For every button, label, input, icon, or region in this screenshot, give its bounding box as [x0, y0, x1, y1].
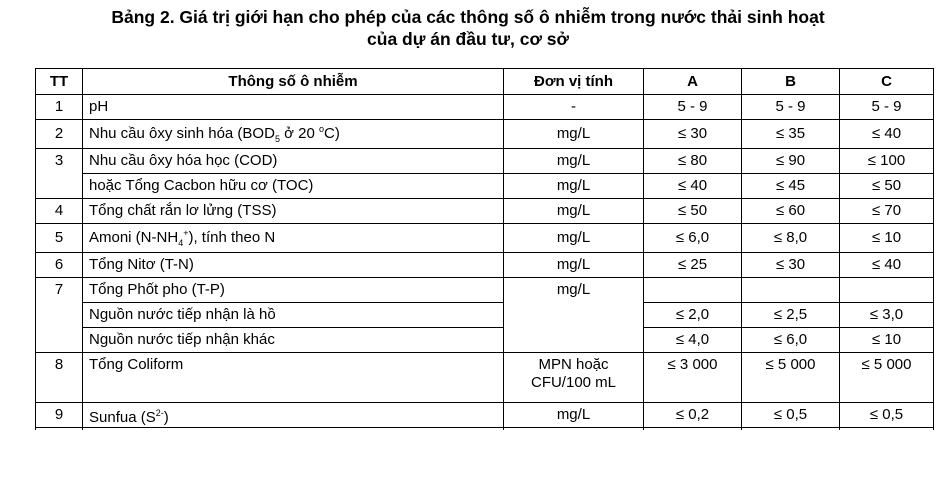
parameter-name: Tổng Coliform — [83, 353, 504, 403]
limit-a: ≤ 0,2 — [644, 403, 742, 428]
empty-cell — [83, 428, 504, 431]
header-b: B — [742, 69, 840, 95]
limit-b: ≤ 8,0 — [742, 224, 840, 253]
unit-cell: mg/L — [504, 199, 644, 224]
table-row — [36, 224, 934, 253]
limit-b: ≤ 35 — [742, 120, 840, 149]
row-number: 2 — [36, 120, 83, 149]
limit-b: ≤ 30 — [742, 253, 840, 278]
limit-b: ≤ 6,0 — [742, 328, 840, 353]
row-number: 3 — [36, 149, 83, 199]
superscript: o — [318, 124, 324, 134]
row-number: 1 — [36, 95, 83, 120]
limit-b: ≤ 45 — [742, 174, 840, 199]
unit-cell: mg/L — [504, 174, 644, 199]
unit-cell: mg/L — [504, 120, 644, 149]
table-row — [36, 149, 934, 174]
row-number: 9 — [36, 403, 83, 428]
header-tt: TT — [36, 69, 83, 95]
limit-a: ≤ 30 — [644, 120, 742, 149]
name-text: ), tính theo N — [188, 229, 276, 246]
superscript: + — [183, 228, 189, 238]
limit-a: ≤ 3 000 — [644, 353, 742, 403]
limit-c: ≤ 70 — [840, 199, 934, 224]
limit-a: ≤ 80 — [644, 149, 742, 174]
parameter-name: Nguồn nước tiếp nhận khác — [83, 328, 504, 353]
row-number: 8 — [36, 353, 83, 403]
subscript: 5 — [274, 134, 280, 144]
table-title — [0, 6, 936, 50]
parameter-name: Tổng Nitơ (T-N) — [83, 253, 504, 278]
name-text: Sunfua (S — [89, 408, 156, 426]
table-row — [36, 328, 934, 353]
limit-a: ≤ 25 — [644, 253, 742, 278]
unit-cell: mg/L — [504, 253, 644, 278]
parameter-name — [83, 120, 504, 149]
limit-c: ≤ 50 — [840, 174, 934, 199]
table-row — [36, 199, 934, 224]
parameter-name: pH — [83, 95, 504, 120]
limit-b: ≤ 90 — [742, 149, 840, 174]
limit-a — [644, 278, 742, 303]
table-row — [36, 353, 934, 403]
limit-c: ≤ 40 — [840, 253, 934, 278]
empty-cell — [36, 428, 83, 431]
table-row — [36, 403, 934, 428]
table-row — [36, 120, 934, 149]
table-row — [36, 174, 934, 199]
limit-b: 5 - 9 — [742, 95, 840, 120]
unit-cell: mg/L — [504, 149, 644, 174]
pollutant-limits-table — [35, 68, 934, 430]
unit-cell: mg/L — [504, 278, 644, 353]
row-number: 6 — [36, 253, 83, 278]
limit-b: ≤ 2,5 — [742, 303, 840, 328]
limit-a: ≤ 50 — [644, 199, 742, 224]
header-unit: Đơn vị tính — [504, 69, 644, 95]
empty-cell — [742, 428, 840, 431]
empty-cell — [840, 428, 934, 431]
limit-c: ≤ 10 — [840, 224, 934, 253]
table-header-row — [36, 69, 934, 95]
name-text: ) — [163, 408, 169, 426]
name-text: Amoni (N-NH — [89, 229, 179, 246]
header-parameter: Thông số ô nhiễm — [83, 69, 504, 95]
parameter-name: Tổng chất rắn lơ lửng (TSS) — [83, 199, 504, 224]
name-text: ở 20 — [279, 125, 319, 142]
superscript: 2- — [155, 407, 164, 418]
limit-a: 5 - 9 — [644, 95, 742, 120]
limit-a: ≤ 2,0 — [644, 303, 742, 328]
title-line-2: của dự án đầu tư, cơ sở — [367, 29, 569, 49]
header-c: C — [840, 69, 934, 95]
limit-c: ≤ 100 — [840, 149, 934, 174]
limit-c: ≤ 5 000 — [840, 353, 934, 403]
parameter-name — [83, 224, 504, 253]
name-text: C) — [324, 125, 340, 142]
subscript: 4 — [178, 238, 184, 248]
limit-c: ≤ 0,5 — [840, 403, 934, 428]
table-row — [36, 303, 934, 328]
limit-c: 5 - 9 — [840, 95, 934, 120]
limit-a: ≤ 40 — [644, 174, 742, 199]
limit-a: ≤ 4,0 — [644, 328, 742, 353]
name-text: Nhu cầu ôxy sinh hóa (BOD — [89, 125, 275, 142]
unit-cell: mg/L — [504, 403, 644, 428]
limit-c — [840, 278, 934, 303]
empty-cell — [504, 428, 644, 431]
unit-cell: - — [504, 95, 644, 120]
parameter-name: Nguồn nước tiếp nhận là hồ — [83, 303, 504, 328]
table-row-cut — [36, 428, 934, 431]
unit-cell: mg/L — [504, 224, 644, 253]
unit-line: CFU/100 mL — [530, 374, 617, 391]
limit-c: ≤ 3,0 — [840, 303, 934, 328]
empty-cell — [644, 428, 742, 431]
table-row — [36, 95, 934, 120]
table-row — [36, 278, 934, 303]
title-line-1: Bảng 2. Giá trị giới hạn cho phép của các thông số ô nhiễm trong nước thải sinh hoạt — [111, 7, 825, 27]
limit-a: ≤ 6,0 — [644, 224, 742, 253]
unit-line: MPN hoặc — [538, 356, 609, 373]
limit-c: ≤ 40 — [840, 120, 934, 149]
limit-b: ≤ 0,5 — [742, 403, 840, 428]
header-a: A — [644, 69, 742, 95]
parameter-name: hoặc Tổng Cacbon hữu cơ (TOC) — [83, 174, 504, 199]
unit-cell — [504, 353, 644, 403]
parameter-name: Nhu cầu ôxy hóa học (COD) — [83, 149, 504, 174]
limit-b — [742, 278, 840, 303]
row-number: 4 — [36, 199, 83, 224]
limit-b: ≤ 60 — [742, 199, 840, 224]
limit-c: ≤ 10 — [840, 328, 934, 353]
parameter-name — [83, 403, 504, 428]
parameter-name: Tổng Phốt pho (T-P) — [83, 278, 504, 303]
table-row — [36, 253, 934, 278]
limit-b: ≤ 5 000 — [742, 353, 840, 403]
row-number: 5 — [36, 224, 83, 253]
row-number: 7 — [36, 278, 83, 353]
